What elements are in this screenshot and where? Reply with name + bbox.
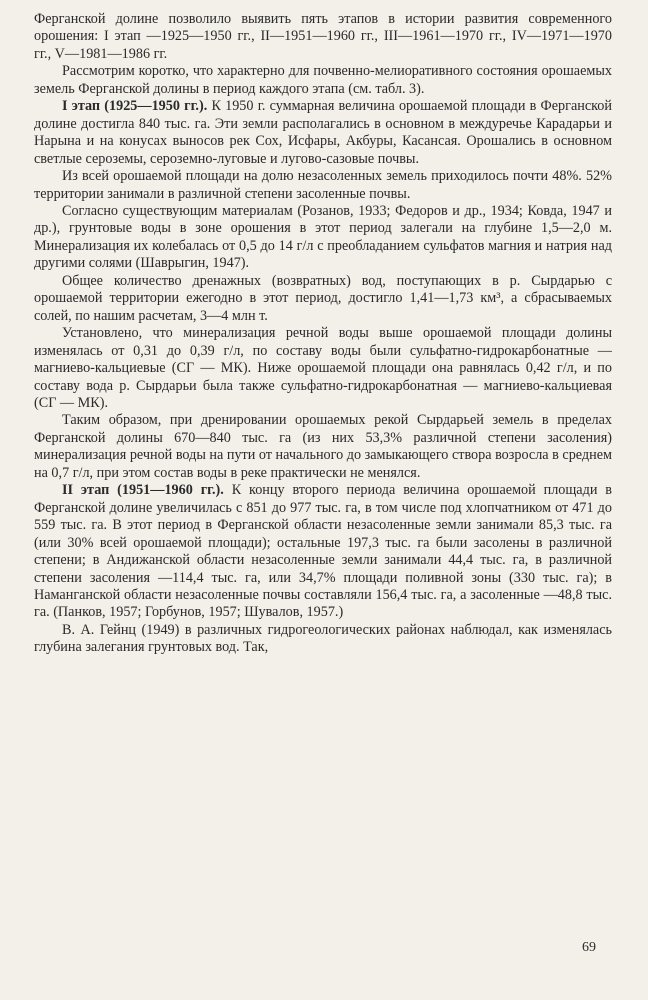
paragraph-text: Из всей орошаемой площади на долю незасоленных земель приходилось почти 48%. 52% территории занимали в различной степени засоленные почвы.	[34, 168, 612, 202]
body-text	[34, 11, 612, 657]
paragraph	[34, 98, 612, 168]
paragraph-text: Установлено, что минерализация речной воды выше орошаемой площади долины изменялась от 0,31 до 0,39 г/л, по составу воды были сульфатно-гидрокарбонатные — магниево-кальциевые (СГ — МК). Ниже орошаемой площади она равнялась 0,42 г/л, и по составу вода р. Сырдарьи была также сульфатно-гидрокарбонатная — магниево-кальциевая (СГ — МК).	[34, 325, 612, 411]
section-heading: II этап (1951—1960 гг.).	[62, 482, 224, 499]
paragraph	[34, 325, 612, 412]
paragraph-text: К концу второго периода величина орошаемой площади в Ферганской долине увеличилась с 851 до 977 тыс. га, в том числе под хлопчатником от 471 до 559 тыс. га. В этот период в Ферганской области незасоленные земли занимали 85,3 тыс. га (или 30% всей орошаемой площади); остальные 197,3 тыс. га были засолены в различной степени; в Андижанской области незасоленные земли занимали 44,4 тыс. га, в различной степени засоления —114,4 тыс. га, или 34,7% площади поливной зоны (330 тыс. га); в Наманганской области незасоленные почвы составляли 156,4 тыс. га, а засоленные —48,8 тыс. га. (Панков, 1957; Горбунов, 1957; Шувалов, 1957.)	[34, 482, 612, 621]
paragraph	[34, 168, 612, 203]
section-heading: I этап (1925—1950 гг.).	[62, 98, 208, 115]
paragraph-text: В. А. Гейнц (1949) в различных гидрогеологических районах наблюдал, как изменялась глубина залегания грунтовых вод. Так,	[34, 621, 612, 656]
paragraph	[34, 622, 612, 657]
paragraph-text: Рассмотрим коротко, что характерно для почвенно-мелиоративного состояния орошаемых земель Ферганской долины в период каждого этапа (см. табл. 3).	[34, 63, 612, 97]
page-number: 69	[582, 940, 596, 955]
paragraph	[34, 273, 612, 325]
paragraph	[34, 11, 612, 63]
paragraph	[34, 482, 612, 622]
paragraph-text: Ферганской долине позволило выявить пять этапов в истории развития современного орошения: I этап —1925—1950 гг., II—1951—1960 гг., III—1961—1970 гг., IV—1971—1970 гг., V—1981—1986 гг.	[34, 11, 612, 62]
paragraph-text: К 1950 г. суммарная величина орошаемой площади в Ферганской долине достигла 840 тыс. га. Эти земли располагались в основном в междуречье Карадарьи и Нарына и на конусах выносов рек Сох, Исфары, Акбуры, Касансая. Орошались в основном светлые сероземы, сероземно-луговые и лугово-сазовые почвы.	[34, 98, 612, 167]
paragraph-text: Таким образом, при дренировании орошаемых рекой Сырдарьей земель в пределах Ферганской долины 670—840 тыс. га (из них 53,3% различной степени засоления) минерализация речной воды на пути от начального до замыкающего створа возросла в среднем на 0,7 г/л, при этом состав воды в реке практически не менялся.	[34, 412, 612, 481]
paragraph-text: Общее количество дренажных (возвратных) вод, поступающих в р. Сырдарью с орошаемой территории ежегодно в этот период, достигло 1,41—1,73 км³, а сбрасываемых солей, по нашим расчетам, 3—4 млн т.	[34, 272, 612, 324]
paragraph	[34, 412, 612, 482]
paragraph-text: Согласно существующим материалам (Розанов, 1933; Федоров и др., 1934; Ковда, 1947 и др.), грунтовые воды в зоне орошения в этот период залегали на глубине 1,5—2,0 м. Минерализация их колебалась от 0,5 до 14 г/л с преобладанием сульфатов магния и натрия над другими солями (Шаврыгин, 1947).	[34, 202, 612, 272]
paragraph	[34, 63, 612, 98]
paragraph	[34, 203, 612, 273]
